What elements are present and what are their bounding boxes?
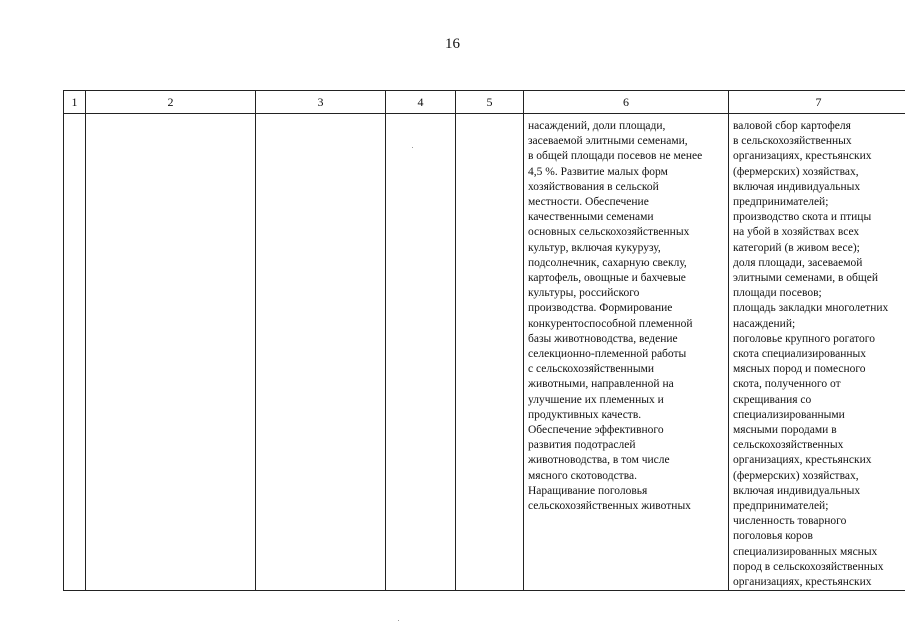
text-line: селекционно-племенной работы <box>528 348 687 361</box>
text-line: поголовья коров <box>733 530 813 543</box>
cell-col-3 <box>256 114 386 591</box>
text-line: производство скота и птицы <box>733 211 872 224</box>
text-line: производства. Формирование <box>528 302 673 315</box>
text-line: подсолнечник, сахарную свеклу, <box>528 256 687 269</box>
text-line: площади посевов; <box>733 287 822 300</box>
header-col-7: 7 <box>729 91 905 114</box>
header-col-6: 6 <box>524 91 729 114</box>
text-line: культур, включая кукурузу, <box>528 241 661 254</box>
header-col-3: 3 <box>256 91 386 114</box>
text-line: продуктивных качеств. <box>528 408 642 421</box>
text-line: Наращивание поголовья <box>528 484 648 497</box>
text-line: организациях, крестьянских <box>733 150 872 163</box>
scan-speck <box>412 147 413 148</box>
header-col-1: 1 <box>64 91 86 114</box>
text-line: сельскохозяйственных <box>733 439 844 452</box>
text-line: включая индивидуальных <box>733 484 861 497</box>
text-line: мясными породами в <box>733 424 837 437</box>
text-line: насаждений, доли площади, <box>528 120 666 132</box>
text-line: поголовье крупного рогатого <box>733 332 875 345</box>
text-line: конкурентоспособной племенной <box>528 317 693 330</box>
text-line: культуры, российского <box>528 287 640 300</box>
text-line: (фермерских) хозяйствах, <box>733 469 859 482</box>
text-line: предпринимателей; <box>733 196 829 209</box>
text-line: 4,5 %. Развитие малых форм <box>528 165 668 178</box>
text-line: предпринимателей; <box>733 500 829 513</box>
cell-col-1 <box>64 114 86 591</box>
text-line: засеваемой элитными семенами, <box>528 135 688 148</box>
text-line: сельскохозяйственных животных <box>528 500 691 513</box>
text-line: категорий (в живом весе); <box>733 241 860 254</box>
indicators-text <box>729 114 905 590</box>
text-line: мясного скотоводства. <box>528 469 637 482</box>
text-line: на убой в хозяйствах всех <box>733 226 860 239</box>
text-line: специализированными <box>733 408 845 421</box>
text-line: (фермерских) хозяйствах, <box>733 165 859 178</box>
text-line: животноводства, в том числе <box>528 454 670 467</box>
text-line: скрещивания со <box>733 393 812 406</box>
text-line: основных сельскохозяйственных <box>528 226 690 239</box>
text-line: организациях, крестьянских <box>733 454 872 467</box>
text-line: хозяйствования в сельской <box>528 180 659 193</box>
text-line: площадь закладки многолетних <box>733 302 889 315</box>
text-line: специализированных мясных <box>733 545 878 558</box>
text-line: с сельскохозяйственными <box>528 363 654 376</box>
text-line: мясных пород и помесного <box>733 363 866 376</box>
text-line: базы животноводства, ведение <box>528 332 678 345</box>
text-line: местности. Обеспечение <box>528 196 649 209</box>
text-line: элитными семенами, в общей <box>733 272 879 285</box>
header-row <box>64 91 905 114</box>
header-col-4: 4 <box>386 91 456 114</box>
page-number: 16 <box>445 36 460 52</box>
cell-col-6 <box>524 114 729 591</box>
measures-text <box>524 114 728 514</box>
text-line: улучшение их племенных и <box>528 393 664 406</box>
text-line: в сельскохозяйственных <box>733 135 852 148</box>
text-line: организациях, крестьянских <box>733 576 872 589</box>
text-line: пород в сельскохозяйственных <box>733 560 884 573</box>
text-line: насаждений; <box>733 317 796 330</box>
text-line: скота, полученного от <box>733 378 841 391</box>
text-line: численность товарного <box>733 515 847 528</box>
text-line: качественными семенами <box>528 211 654 224</box>
cell-col-2 <box>86 114 256 591</box>
text-line: включая индивидуальных <box>733 180 861 193</box>
text-line: животными, направленной на <box>528 378 674 391</box>
table-row <box>64 114 905 591</box>
text-line: доля площади, засеваемой <box>733 256 863 269</box>
header-col-5: 5 <box>456 91 524 114</box>
cell-col-5 <box>456 114 524 591</box>
text-line: валовой сбор картофеля <box>733 120 851 132</box>
text-line: Обеспечение эффективного <box>528 424 664 437</box>
text-line: развития подотраслей <box>528 439 636 452</box>
scan-speck <box>398 620 399 621</box>
cell-col-4 <box>386 114 456 591</box>
text-line: картофель, овощные и бахчевые <box>528 272 686 285</box>
cell-col-7 <box>729 114 905 591</box>
text-line: в общей площади посевов не менее <box>528 150 703 163</box>
program-table <box>63 90 905 591</box>
header-col-2: 2 <box>86 91 256 114</box>
text-line: скота специализированных <box>733 348 866 361</box>
